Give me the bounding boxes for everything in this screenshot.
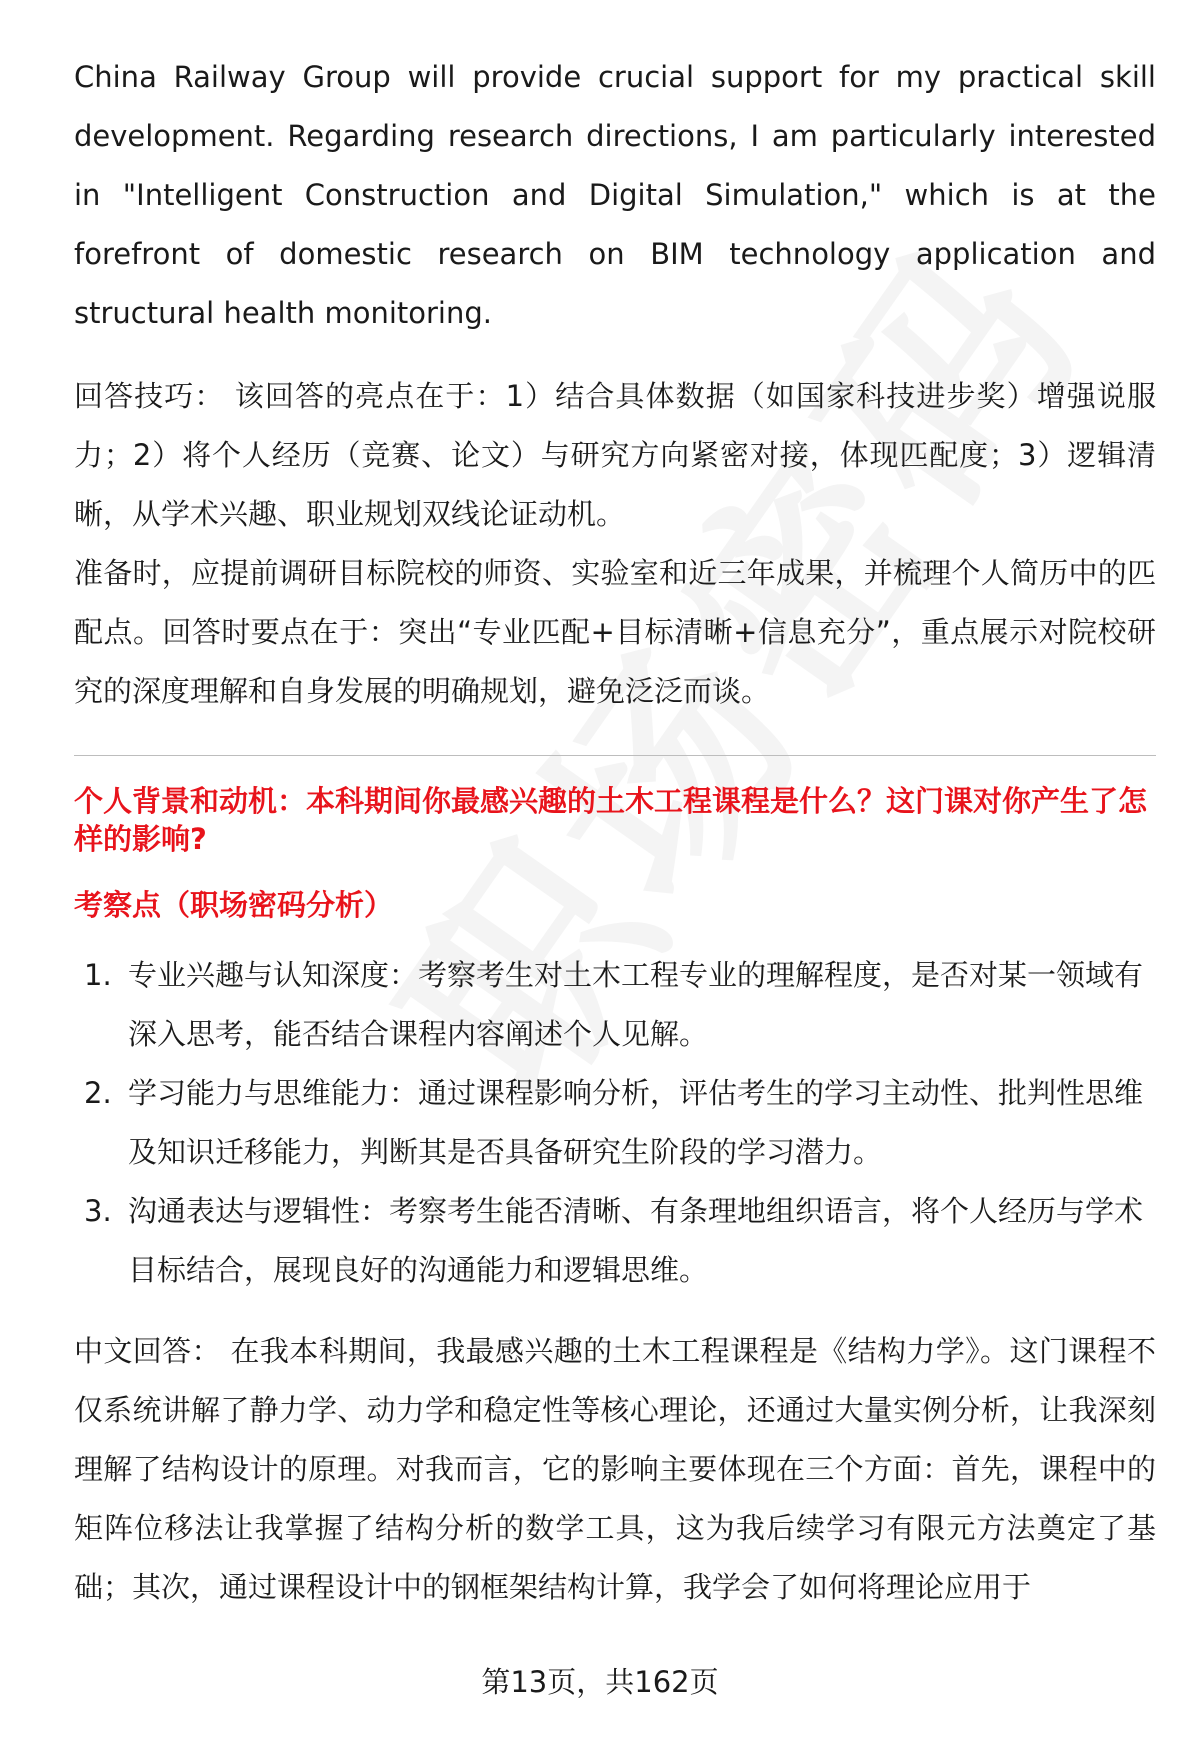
tips-label: 回答技巧： — [74, 379, 225, 413]
intro-paragraph: China Railway Group will provide crucial support for my practical skill development. Regarding research directions, I am particularly interested in "Intelligent Construction and Digital Simulation," which is at the forefront of domestic research on BIM technology application and structural health monitoring. — [74, 60, 1156, 330]
tips-text: 该回答的亮点在于：1）结合具体数据（如国家科技进步奖）增强说服力；2）将个人经历（竞赛、论文）与研究方向紧密对接，体现匹配度；3）逻辑清晰，从学术兴趣、职业规划双线论证动机。 — [74, 379, 1156, 531]
list-item — [74, 1182, 1156, 1300]
page-content — [74, 48, 1156, 1617]
list-item-number: 3. — [84, 1194, 112, 1228]
focus-heading: 考察点（职场密码分析） — [74, 888, 394, 922]
list-item-text: 学习能力与思维能力：通过课程影响分析，评估考生的学习主动性、批判性思维及知识迁移能力，判断其是否具备研究生阶段的学习潜力。 — [128, 1076, 1144, 1169]
question-heading: 个人背景和动机：本科期间你最感兴趣的土木工程课程是什么？这门课对你产生了怎样的影响? — [74, 784, 1148, 856]
list-item — [74, 946, 1156, 1064]
answer-paragraph — [74, 1322, 1156, 1617]
answer-label: 中文回答： — [74, 1334, 221, 1368]
list-item-text: 沟通表达与逻辑性：考察考生能否清晰、有条理地组织语言，将个人经历与学术目标结合，展现良好的沟通能力和逻辑思维。 — [128, 1194, 1144, 1287]
page-footer: 第13页，共162页 — [481, 1665, 719, 1699]
tips-paragraph — [74, 367, 1156, 544]
prep-paragraph: 准备时，应提前调研目标院校的师资、实验室和近三年成果，并梳理个人简历中的匹配点。回答时要点在于：突出“专业匹配+目标清晰+信息充分”，重点展示对院校研究的深度理解和自身发展的明确规划，避免泛泛而谈。 — [74, 556, 1156, 708]
answer-text: 在我本科期间，我最感兴趣的土木工程课程是《结构力学》。这门课程不仅系统讲解了静力学、动力学和稳定性等核心理论，还通过大量实例分析，让我深刻理解了结构设计的原理。对我而言，它的影响主要体现在三个方面：首先，课程中的矩阵位移法让我掌握了结构分析的数学工具，这为我后续学习有限元方法奠定了基础；其次，通过课程设计中的钢框架结构计算，我学会了如何将理论应用于 — [74, 1334, 1156, 1604]
focus-points-list — [74, 946, 1156, 1300]
list-item — [74, 1064, 1156, 1182]
list-item-number: 2. — [84, 1076, 112, 1110]
list-item-text: 专业兴趣与认知深度：考察考生对土木工程专业的理解程度，是否对某一领域有深入思考，能否结合课程内容阐述个人见解。 — [128, 958, 1144, 1051]
list-item-number: 1. — [84, 958, 112, 992]
